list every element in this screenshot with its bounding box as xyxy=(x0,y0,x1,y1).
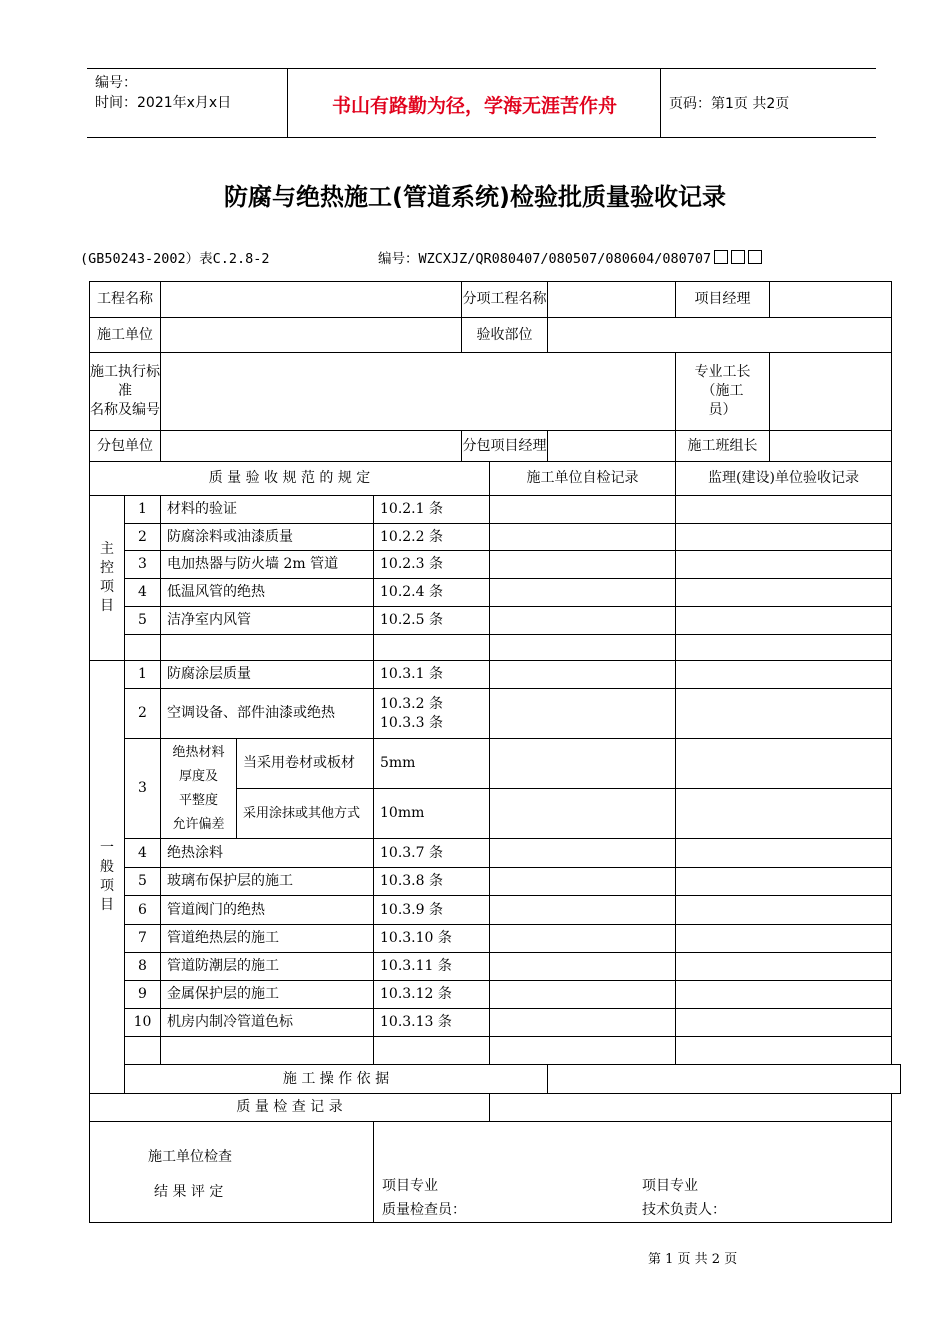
supervisor-cell[interactable] xyxy=(676,839,892,868)
checkbox-1[interactable] xyxy=(714,250,728,264)
supervisor-cell[interactable] xyxy=(676,551,892,579)
self-check-cell[interactable] xyxy=(490,661,676,689)
check-line: 结 果 评 定 xyxy=(154,1184,224,1200)
item-clause: 10.3.11 条 xyxy=(374,953,490,981)
item-clause xyxy=(374,689,490,739)
item-clause: 10.3.9 条 xyxy=(374,896,490,925)
clause-line: 10.3.3 条 xyxy=(380,714,443,731)
standard-ref: (GB50243-2002）表C.2.8-2 xyxy=(80,251,270,267)
item-name: 管道阀门的绝热 xyxy=(161,896,374,925)
item-no xyxy=(125,1037,161,1065)
label-char: 控 xyxy=(100,560,114,576)
acceptance-part-label: 验收部位 xyxy=(462,318,548,353)
item-clause: 10.2.4 条 xyxy=(374,579,490,607)
sub-item-b: 采用涂抹或其他方式 xyxy=(237,789,374,839)
item-clause: 10.3.12 条 xyxy=(374,981,490,1009)
checkbox-2[interactable] xyxy=(731,250,745,264)
item-name: 低温风管的绝热 xyxy=(161,579,374,607)
team-leader-field[interactable] xyxy=(770,431,892,462)
self-check-cell[interactable] xyxy=(490,579,676,607)
tolerance-name xyxy=(161,739,237,839)
header-motto: 书山有路勤为径，学海无涯苦作舟 xyxy=(331,95,617,117)
quality-record-field[interactable] xyxy=(490,1094,892,1122)
item-no: 1 xyxy=(125,661,161,689)
acceptance-part-field[interactable] xyxy=(548,318,892,353)
code-line xyxy=(378,247,762,267)
item-name: 洁净室内风管 xyxy=(161,607,374,635)
main-control-label xyxy=(90,496,125,661)
number-label: 编号： xyxy=(95,75,137,91)
header-left xyxy=(95,73,231,113)
item-no: 10 xyxy=(125,1009,161,1037)
project-name-label: 工程名称 xyxy=(90,282,161,318)
item-clause: 10.3.7 条 xyxy=(374,839,490,868)
item-no: 3 xyxy=(125,551,161,579)
sub-project-field[interactable] xyxy=(548,282,676,318)
supervisor-cell[interactable] xyxy=(676,661,892,689)
foreman-line: （施工 xyxy=(701,383,744,399)
standard-label xyxy=(90,353,161,431)
self-check-cell[interactable] xyxy=(490,689,676,739)
tolerance-line: 厚度及 xyxy=(178,768,218,784)
item-name: 防腐涂料或油漆质量 xyxy=(161,524,374,551)
label-char: 般 xyxy=(100,859,114,875)
item-no: 6 xyxy=(125,896,161,925)
item-clause: 10.3.10 条 xyxy=(374,925,490,953)
standard-label-line: 施工执行标准 xyxy=(90,364,160,399)
signature-line: 项目专业 xyxy=(642,1178,698,1194)
self-check-cell[interactable] xyxy=(490,839,676,868)
sub-pm-label: 分包项目经理 xyxy=(462,431,548,462)
item-name: 绝热涂料 xyxy=(161,839,374,868)
tech-signature xyxy=(642,1174,726,1222)
item-name: 材料的验证 xyxy=(161,496,374,524)
item-name: 空调设备、部件油漆或绝热 xyxy=(161,689,374,739)
standard-field[interactable] xyxy=(161,353,676,431)
item-no: 7 xyxy=(125,925,161,953)
supervisor-cell[interactable] xyxy=(676,925,892,953)
item-clause xyxy=(374,1037,490,1065)
pm-label: 项目经理 xyxy=(676,282,770,318)
tick-cells-self[interactable] xyxy=(490,739,676,789)
construction-unit-field[interactable] xyxy=(161,318,462,353)
tolerance-line: 允许偏差 xyxy=(172,816,225,832)
item-no: 1 xyxy=(125,496,161,524)
item-clause: 10.2.3 条 xyxy=(374,551,490,579)
check-result-label xyxy=(90,1122,374,1223)
self-check-cell[interactable] xyxy=(490,925,676,953)
item-no: 5 xyxy=(125,607,161,635)
supervisor-cell[interactable] xyxy=(676,868,892,896)
supervisor-cell[interactable] xyxy=(676,1037,892,1065)
self-check-cell[interactable] xyxy=(490,496,676,524)
item-clause: 10.3.1 条 xyxy=(374,661,490,689)
supervisor-cell[interactable] xyxy=(676,635,892,661)
item-name: 电加热器与防火墙 2m 管道 xyxy=(161,551,374,579)
self-check-header: 施工单位自检记录 xyxy=(490,462,676,496)
self-check-cell[interactable] xyxy=(490,607,676,635)
supervisor-cell[interactable] xyxy=(676,496,892,524)
subcontractor-field[interactable] xyxy=(161,431,462,462)
item-clause: 10.2.2 条 xyxy=(374,524,490,551)
checkbox-3[interactable] xyxy=(748,250,762,264)
self-check-cell[interactable] xyxy=(490,524,676,551)
page-info: 页码：第1页 共2页 xyxy=(669,96,790,112)
page-header xyxy=(87,68,876,138)
item-no: 8 xyxy=(125,953,161,981)
check-line: 施工单位检查 xyxy=(148,1149,232,1165)
label-char: 主 xyxy=(100,541,114,557)
label-char: 项 xyxy=(100,878,114,894)
value-a: 5mm xyxy=(374,739,490,789)
self-check-cell[interactable] xyxy=(490,981,676,1009)
tick-cells-self[interactable] xyxy=(490,789,676,839)
item-name: 管道防潮层的施工 xyxy=(161,953,374,981)
value-b: 10mm xyxy=(374,789,490,839)
label-char: 一 xyxy=(100,840,114,856)
tick-cells-supervisor[interactable] xyxy=(676,739,892,789)
self-check-cell[interactable] xyxy=(490,1009,676,1037)
item-no xyxy=(125,635,161,661)
supervisor-cell[interactable] xyxy=(676,579,892,607)
label-char: 项 xyxy=(100,579,114,595)
item-no: 2 xyxy=(125,689,161,739)
item-no: 2 xyxy=(125,524,161,551)
item-no: 4 xyxy=(125,839,161,868)
item-clause: 10.3.13 条 xyxy=(374,1009,490,1037)
sub-project-label: 分项工程名称 xyxy=(462,282,548,318)
inspector-signature xyxy=(382,1174,466,1222)
signature-line: 技术负责人： xyxy=(642,1202,726,1218)
supervisor-cell[interactable] xyxy=(676,689,892,739)
foreman-field[interactable] xyxy=(770,353,892,431)
self-check-cell[interactable] xyxy=(490,896,676,925)
self-check-cell[interactable] xyxy=(490,868,676,896)
foreman-label xyxy=(676,353,770,431)
team-leader-label: 施工班组长 xyxy=(676,431,770,462)
project-name-field[interactable] xyxy=(161,282,462,318)
self-check-cell[interactable] xyxy=(490,551,676,579)
item-name: 机房内制冷管道色标 xyxy=(161,1009,374,1037)
supervisor-header: 监理(建设)单位验收记录 xyxy=(676,462,892,496)
item-clause: 10.2.1 条 xyxy=(374,496,490,524)
item-clause: 10.2.5 条 xyxy=(374,607,490,635)
label-char: 目 xyxy=(100,598,114,614)
item-no: 9 xyxy=(125,981,161,1009)
item-name: 玻璃布保护层的施工 xyxy=(161,868,374,896)
self-check-cell[interactable] xyxy=(490,635,676,661)
item-name: 金属保护层的施工 xyxy=(161,981,374,1009)
item-name xyxy=(161,1037,374,1065)
self-check-cell[interactable] xyxy=(490,1037,676,1065)
item-name xyxy=(161,635,374,661)
item-clause xyxy=(374,635,490,661)
basis-label: 施 工 操 作 依 据 xyxy=(125,1065,548,1094)
supervisor-cell[interactable] xyxy=(676,981,892,1009)
supervisor-cell[interactable] xyxy=(676,953,892,981)
sub-item-a: 当采用卷材或板材 xyxy=(237,739,374,789)
general-label xyxy=(90,661,125,1094)
supervisor-cell[interactable] xyxy=(676,607,892,635)
basis-field[interactable] xyxy=(548,1065,901,1094)
spec-header: 质 量 验 收 规 范 的 规 定 xyxy=(90,462,490,496)
item-no: 4 xyxy=(125,579,161,607)
item-clause: 10.3.8 条 xyxy=(374,868,490,896)
self-check-cell[interactable] xyxy=(490,953,676,981)
tick-cells-supervisor[interactable] xyxy=(676,789,892,839)
foreman-line: 员） xyxy=(708,402,737,418)
header-divider xyxy=(660,69,661,137)
item-name: 管道绝热层的施工 xyxy=(161,925,374,953)
supervisor-cell[interactable] xyxy=(676,1009,892,1037)
signature-line: 项目专业 xyxy=(382,1178,438,1194)
document-title: 防腐与绝热施工(管道系统)检验批质量验收记录 xyxy=(224,183,726,211)
subcontractor-label: 分包单位 xyxy=(90,431,161,462)
code-text: 编号：WZCXJZ/QR080407/080507/080604/080707 xyxy=(378,251,712,267)
standard-label-line: 名称及编号 xyxy=(90,402,160,418)
construction-unit-label: 施工单位 xyxy=(90,318,161,353)
tolerance-line: 绝热材料 xyxy=(172,744,225,760)
page-footer: 第 1 页 共 2 页 xyxy=(648,1252,738,1267)
quality-record-label: 质 量 检 查 记 录 xyxy=(90,1094,490,1122)
time-label: 时间：2021年x月x日 xyxy=(95,95,232,111)
sub-pm-field[interactable] xyxy=(548,431,676,462)
acceptance-form xyxy=(89,281,901,1223)
supervisor-cell[interactable] xyxy=(676,524,892,551)
pm-field[interactable] xyxy=(770,282,892,318)
item-no: 3 xyxy=(125,739,161,839)
tolerance-line: 平整度 xyxy=(178,792,218,808)
signature-line: 质量检查员： xyxy=(382,1202,466,1218)
item-no: 5 xyxy=(125,868,161,896)
clause-line: 10.3.2 条 xyxy=(380,695,443,712)
foreman-line: 专业工长 xyxy=(694,364,751,380)
item-name: 防腐涂层质量 xyxy=(161,661,374,689)
supervisor-cell[interactable] xyxy=(676,896,892,925)
signature-area[interactable] xyxy=(374,1122,892,1223)
label-char: 目 xyxy=(100,897,114,913)
